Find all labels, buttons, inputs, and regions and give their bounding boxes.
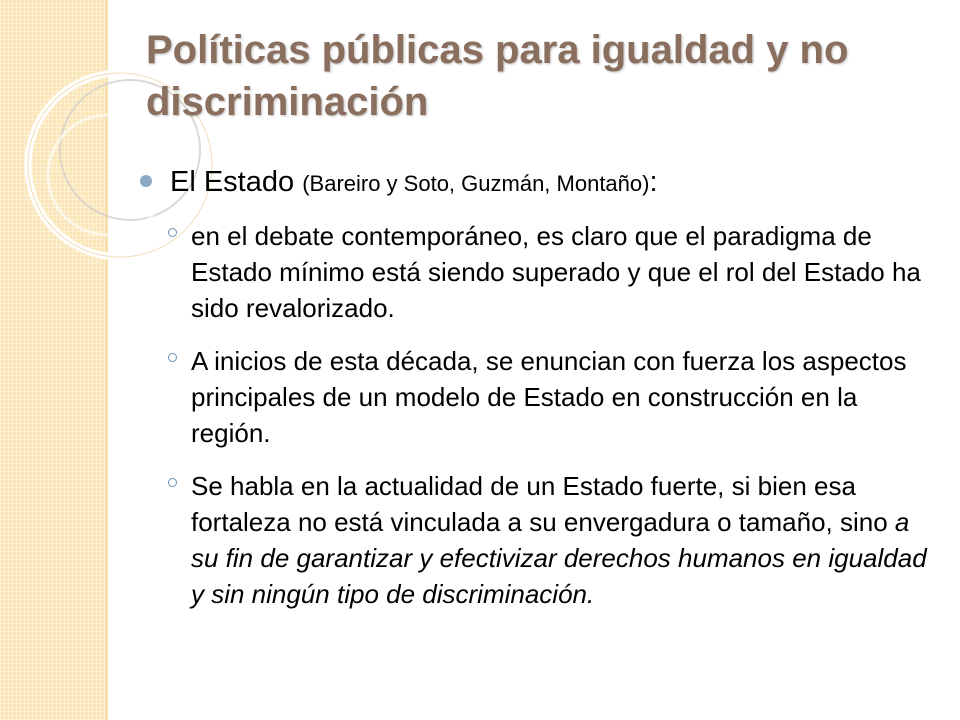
main-bullet-suffix: :: [649, 166, 658, 198]
sub-bullet-item: [140, 468, 940, 612]
sub-bullet-text-italic: a su fin de garantizar y efectivizar derechos humanos en igualdad y sin ningún tipo de discriminación.: [191, 507, 927, 609]
sub-bullet-list: [140, 218, 940, 612]
sub-bullet-text: en el debate contemporáneo, es claro que el paradigma de Estado mínimo está siendo superado y que el rol del Estado ha sido revalorizado.: [191, 221, 921, 323]
ring-bullet-icon: [168, 478, 177, 487]
slide-body: [140, 162, 940, 629]
sub-bullet-item: [140, 343, 940, 451]
ring-bullet-icon: [168, 228, 177, 237]
main-bullet: [140, 162, 940, 204]
sub-bullet-text: [191, 468, 940, 612]
main-bullet-citation: (Bareiro y Soto, Guzmán, Montaño): [302, 171, 650, 196]
sub-bullet-item: [140, 218, 940, 326]
sub-bullet-text-regular: Se habla en la actualidad de un Estado fuerte, si bien esa fortaleza no está vinculada a su envergadura o tamaño, sino: [191, 471, 895, 537]
bullet-dot-icon: [140, 175, 152, 187]
sub-bullet-text: A inicios de esta década, se enuncian con fuerza los aspectos principales de un modelo de Estado en construcción en la región.: [191, 346, 907, 448]
ring-bullet-icon: [168, 353, 177, 362]
main-bullet-label: El Estado: [170, 166, 295, 198]
slide-title: Políticas públicas para igualdad y no discriminación: [146, 28, 849, 124]
